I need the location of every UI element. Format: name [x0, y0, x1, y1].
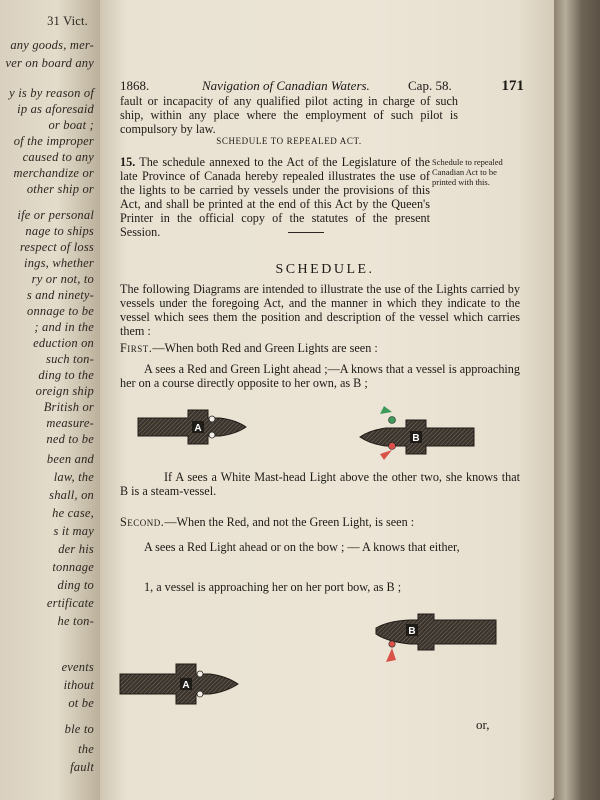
left-page-line: caused to any [22, 150, 94, 164]
schedule-title: SCHEDULE. [275, 262, 375, 277]
left-page-line: measure- [46, 416, 94, 430]
header-chapter: Cap. 58. [408, 78, 452, 93]
page-number: 171 [501, 78, 524, 94]
left-page-line: fault [70, 760, 94, 774]
left-page-line: y is by reason of [9, 86, 94, 100]
vessel-a-diagram-2 [118, 660, 240, 708]
section-15 [120, 155, 430, 239]
vessel-a2-label: A [182, 680, 190, 691]
left-page-line: law, the [53, 470, 94, 484]
first-heading [120, 341, 520, 355]
left-page-line: other ship or [26, 182, 94, 196]
second-case-1: 1, a vessel is approaching her on her port bow, as B ; [144, 580, 402, 594]
left-page-line: ding to [57, 578, 94, 592]
vessel-b-diagram-1 [356, 402, 476, 460]
left-page-line: der his [58, 542, 94, 556]
first-paragraph: A sees a Red and Green Light ahead ;—A knows that a vessel is approaching her on a course directly opposite to her own, as B ; [120, 362, 520, 390]
continuation-word: or, [476, 717, 490, 732]
left-page-line: nage to ships [25, 224, 94, 238]
left-page-line: ip as aforesaid [17, 102, 94, 116]
left-page-line: or boat ; [48, 118, 94, 132]
first-heading-text: —When both Red and Green Lights are seen : [152, 341, 378, 355]
section-number: 15. [120, 155, 136, 169]
left-page-line: been and [46, 452, 94, 466]
left-page-line: ; and in the [34, 320, 94, 334]
left-page-line: he case, [52, 506, 94, 520]
green-light [389, 417, 396, 424]
left-page-line: ife or personal [17, 208, 94, 222]
left-page-line: oreign ship [35, 384, 94, 398]
margin-note: Schedule to repealed Canadian Act to be printed with this. [432, 157, 503, 187]
left-facing-page [0, 0, 102, 800]
left-page-line: ings, whether [24, 256, 94, 270]
divider-rule [288, 232, 324, 233]
left-page-line: ry or not, to [31, 272, 94, 286]
left-page-line: ble to [64, 722, 94, 736]
left-page-line: such ton- [46, 352, 94, 366]
book-page [100, 0, 554, 800]
section-15-text: The schedule annexed to the Act of the Legislature of the late Province of Canada hereby repealed illustrates the use of the lights to be carried by vessels under the provisions of this Act, and shall be printed at the end of this Act by the Queen's Printer in the official copy of the statutes of the present Session. [120, 155, 430, 239]
first-label: First. [120, 341, 153, 355]
left-page-line: merchandize or [13, 166, 94, 180]
second-heading [120, 515, 520, 529]
vessel-b-label: B [412, 433, 420, 444]
left-page-line: 31 Vict. [47, 14, 88, 28]
left-page-line: eduction on [33, 336, 94, 350]
left-page-line: ding to the [38, 368, 94, 382]
section-heading: SCHEDULE TO REPEALED ACT. [216, 136, 362, 146]
red-light-beam [380, 450, 392, 460]
left-page-line: shall, on [49, 488, 94, 502]
vessel-b-diagram-2 [368, 608, 498, 668]
schedule-intro: The following Diagrams are intended to illustrate the use of the Lights carried by vessels under the foregoing Act, and the manner in which they indicate to the vessel which sees them the position and description of the vessel which carries them : [120, 282, 520, 338]
left-page-line: he ton- [57, 614, 94, 628]
red-light [389, 443, 396, 450]
left-page-line: events [61, 660, 94, 674]
red-light-beam-2 [386, 648, 396, 662]
header-year: 1868. [120, 78, 150, 93]
left-page-line: British or [43, 400, 94, 414]
vessel-a-label: A [194, 423, 202, 434]
left-page-line: onnage to be [27, 304, 94, 318]
red-light-2 [389, 641, 395, 647]
left-page-line: ned to be [46, 432, 94, 446]
header-title: Navigation of Canadian Waters. [202, 78, 370, 93]
left-page-line: respect of loss [19, 240, 94, 254]
second-paragraph: A sees a Red Light ahead or on the bow ; — A knows that either, [144, 540, 460, 554]
left-page-line: s it may [53, 524, 94, 538]
vessel-a-diagram-1 [136, 406, 248, 448]
book-cover [554, 0, 600, 800]
second-heading-text: —When the Red, and not the Green Light, is seen : [164, 515, 415, 529]
vessel-b2-label: B [408, 626, 416, 637]
intro-paragraph: fault or incapacity of any qualified pilot acting in charge of such ship, within any place where the employment of such pilot is compulsory by law. [120, 94, 458, 136]
masthead-note: If A sees a White Mast-head Light above the other two, she knows that B is a steam-vessel. [120, 470, 520, 498]
left-page-line: s and ninety- [26, 288, 94, 302]
green-light-beam [380, 406, 392, 414]
left-page-line: tonnage [52, 560, 94, 574]
second-label: Second. [120, 515, 165, 529]
left-page-line: the [78, 742, 94, 756]
left-page-line: of the improper [13, 134, 94, 148]
left-page-line: any goods, mer- [10, 38, 94, 52]
left-page-line: ot be [68, 696, 94, 710]
left-page-line: ver on board any [5, 56, 94, 70]
left-page-line: ertificate [46, 596, 94, 610]
left-page-line: ithout [63, 678, 94, 692]
